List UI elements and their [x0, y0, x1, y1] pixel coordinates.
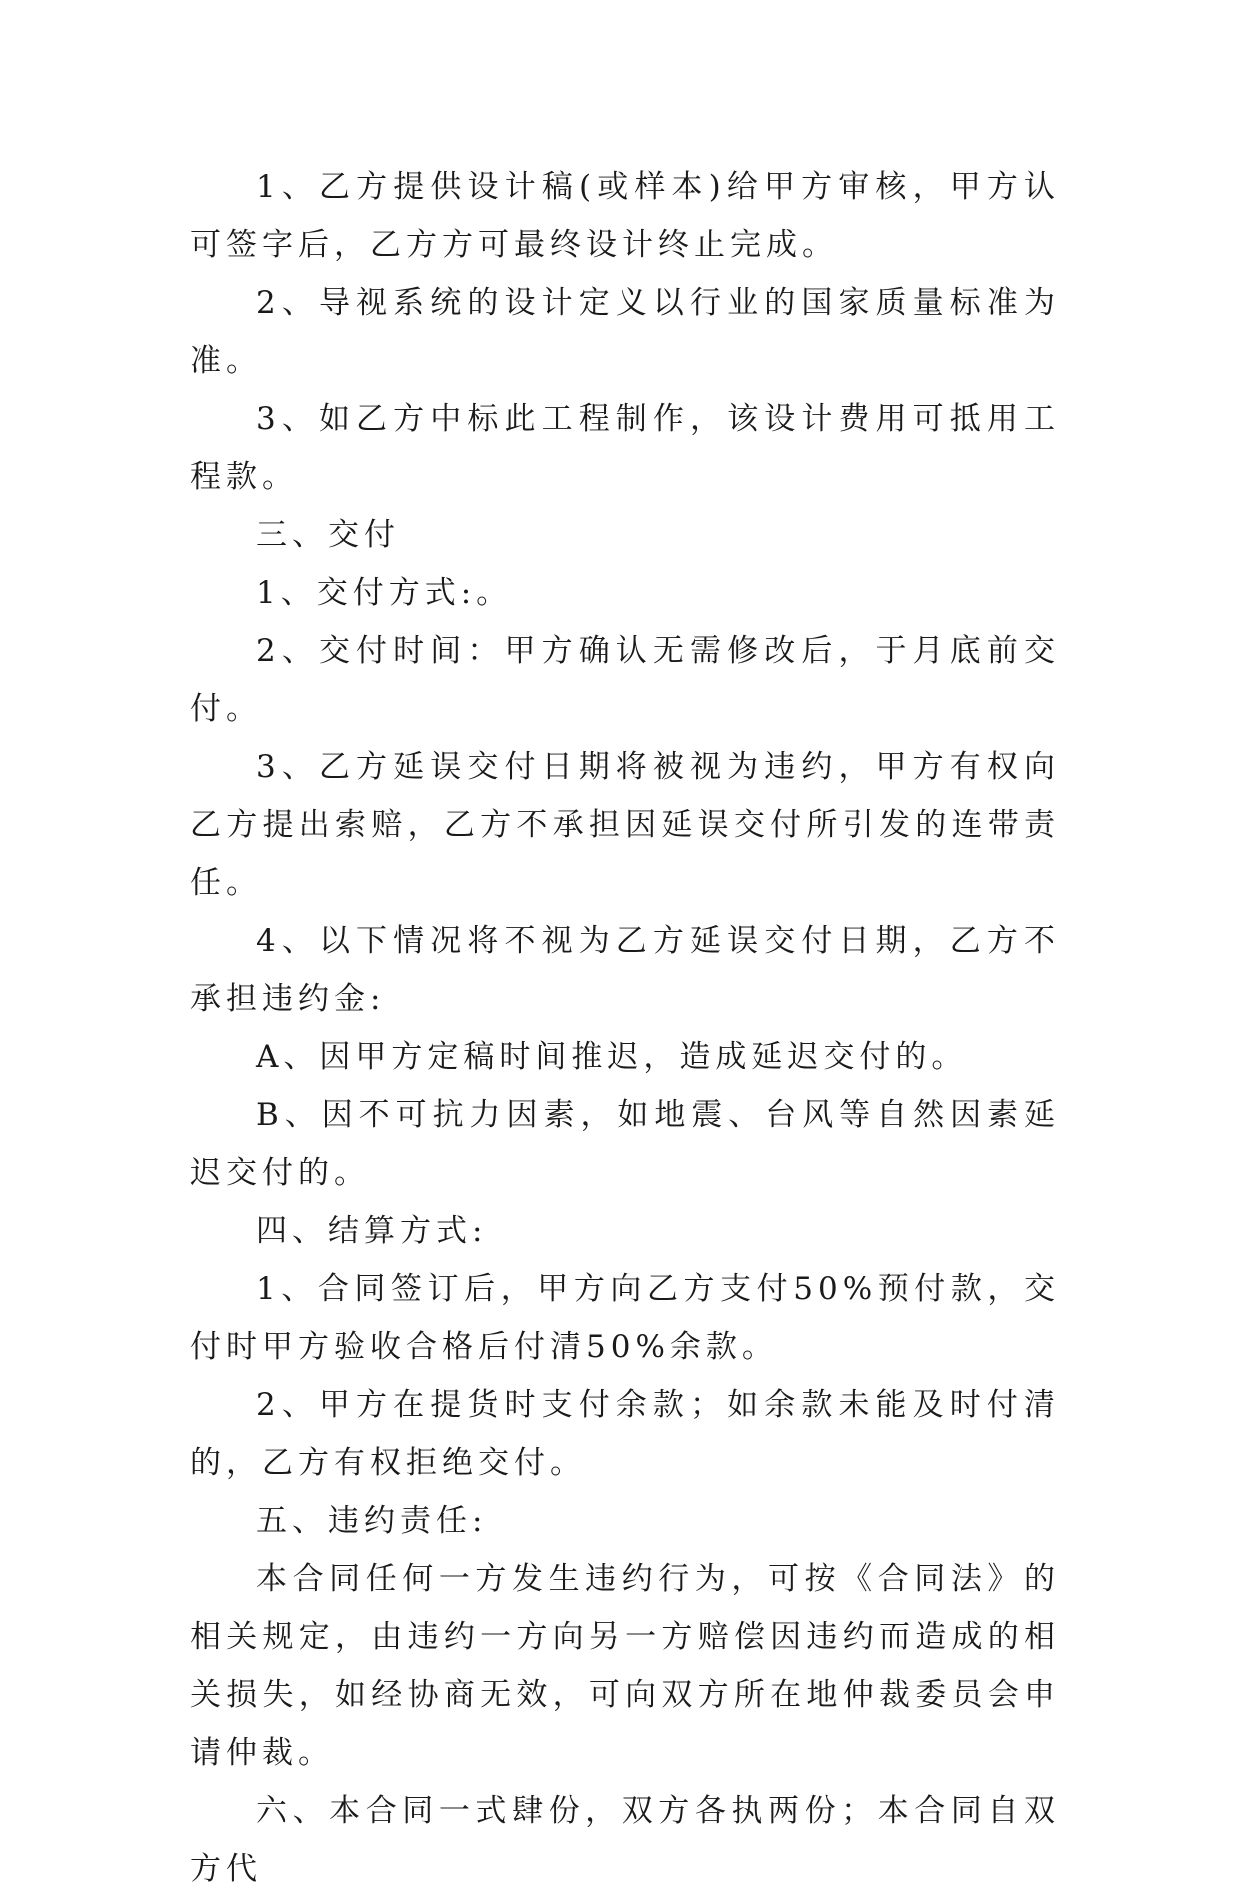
clause-exception-a: A、因甲方定稿时间推迟，造成延迟交付的。 — [256, 1039, 968, 1075]
document-body — [190, 158, 1060, 1898]
clause-payment-balance: 2、甲方在提货时支付余款；如余款未能及时付清的，乙方有权拒绝交付。 — [190, 1387, 1060, 1481]
clause-breach-liability: 本合同任何一方发生违约行为，可按《合同法》的相关规定，由违约一方向另一方赔偿因违约而造成的相关损失，如经协商无效，可向双方所在地仲裁委员会申请仲裁。 — [190, 1561, 1060, 1771]
clause-delivery-delay: 3、乙方延误交付日期将被视为违约，甲方有权向乙方提出索赔，乙方不承担因延误交付所引发的连带责任。 — [190, 749, 1060, 901]
clause-delay-exceptions: 4、以下情况将不视为乙方延误交付日期，乙方不承担违约金: — [190, 923, 1060, 1017]
section-heading-settlement: 四、结算方式: — [256, 1213, 488, 1249]
clause-copies: 六、本合同一式肆份，双方各执两份；本合同自双方代 — [190, 1793, 1060, 1887]
clause-design-standard: 2、导视系统的设计定义以行业的国家质量标准为准。 — [190, 285, 1060, 379]
section-heading-delivery: 三、交付 — [256, 517, 400, 553]
clause-design-approval: 1、乙方提供设计稿(或样本)给甲方审核，甲方认可签字后，乙方方可最终设计终止完成。 — [190, 169, 1060, 263]
section-heading-breach: 五、违约责任: — [256, 1503, 488, 1539]
clause-exception-b: B、因不可抗力因素，如地震、台风等自然因素延迟交付的。 — [190, 1097, 1060, 1191]
clause-delivery-method: 1、交付方式:。 — [256, 575, 513, 611]
clause-payment-prepay: 1、合同签订后，甲方向乙方支付50%预付款，交付时甲方验收合格后付清50%余款。 — [190, 1271, 1060, 1365]
clause-design-fee: 3、如乙方中标此工程制作，该设计费用可抵用工程款。 — [190, 401, 1060, 495]
clause-delivery-time: 2、交付时间：甲方确认无需修改后，于月底前交付。 — [190, 633, 1060, 727]
